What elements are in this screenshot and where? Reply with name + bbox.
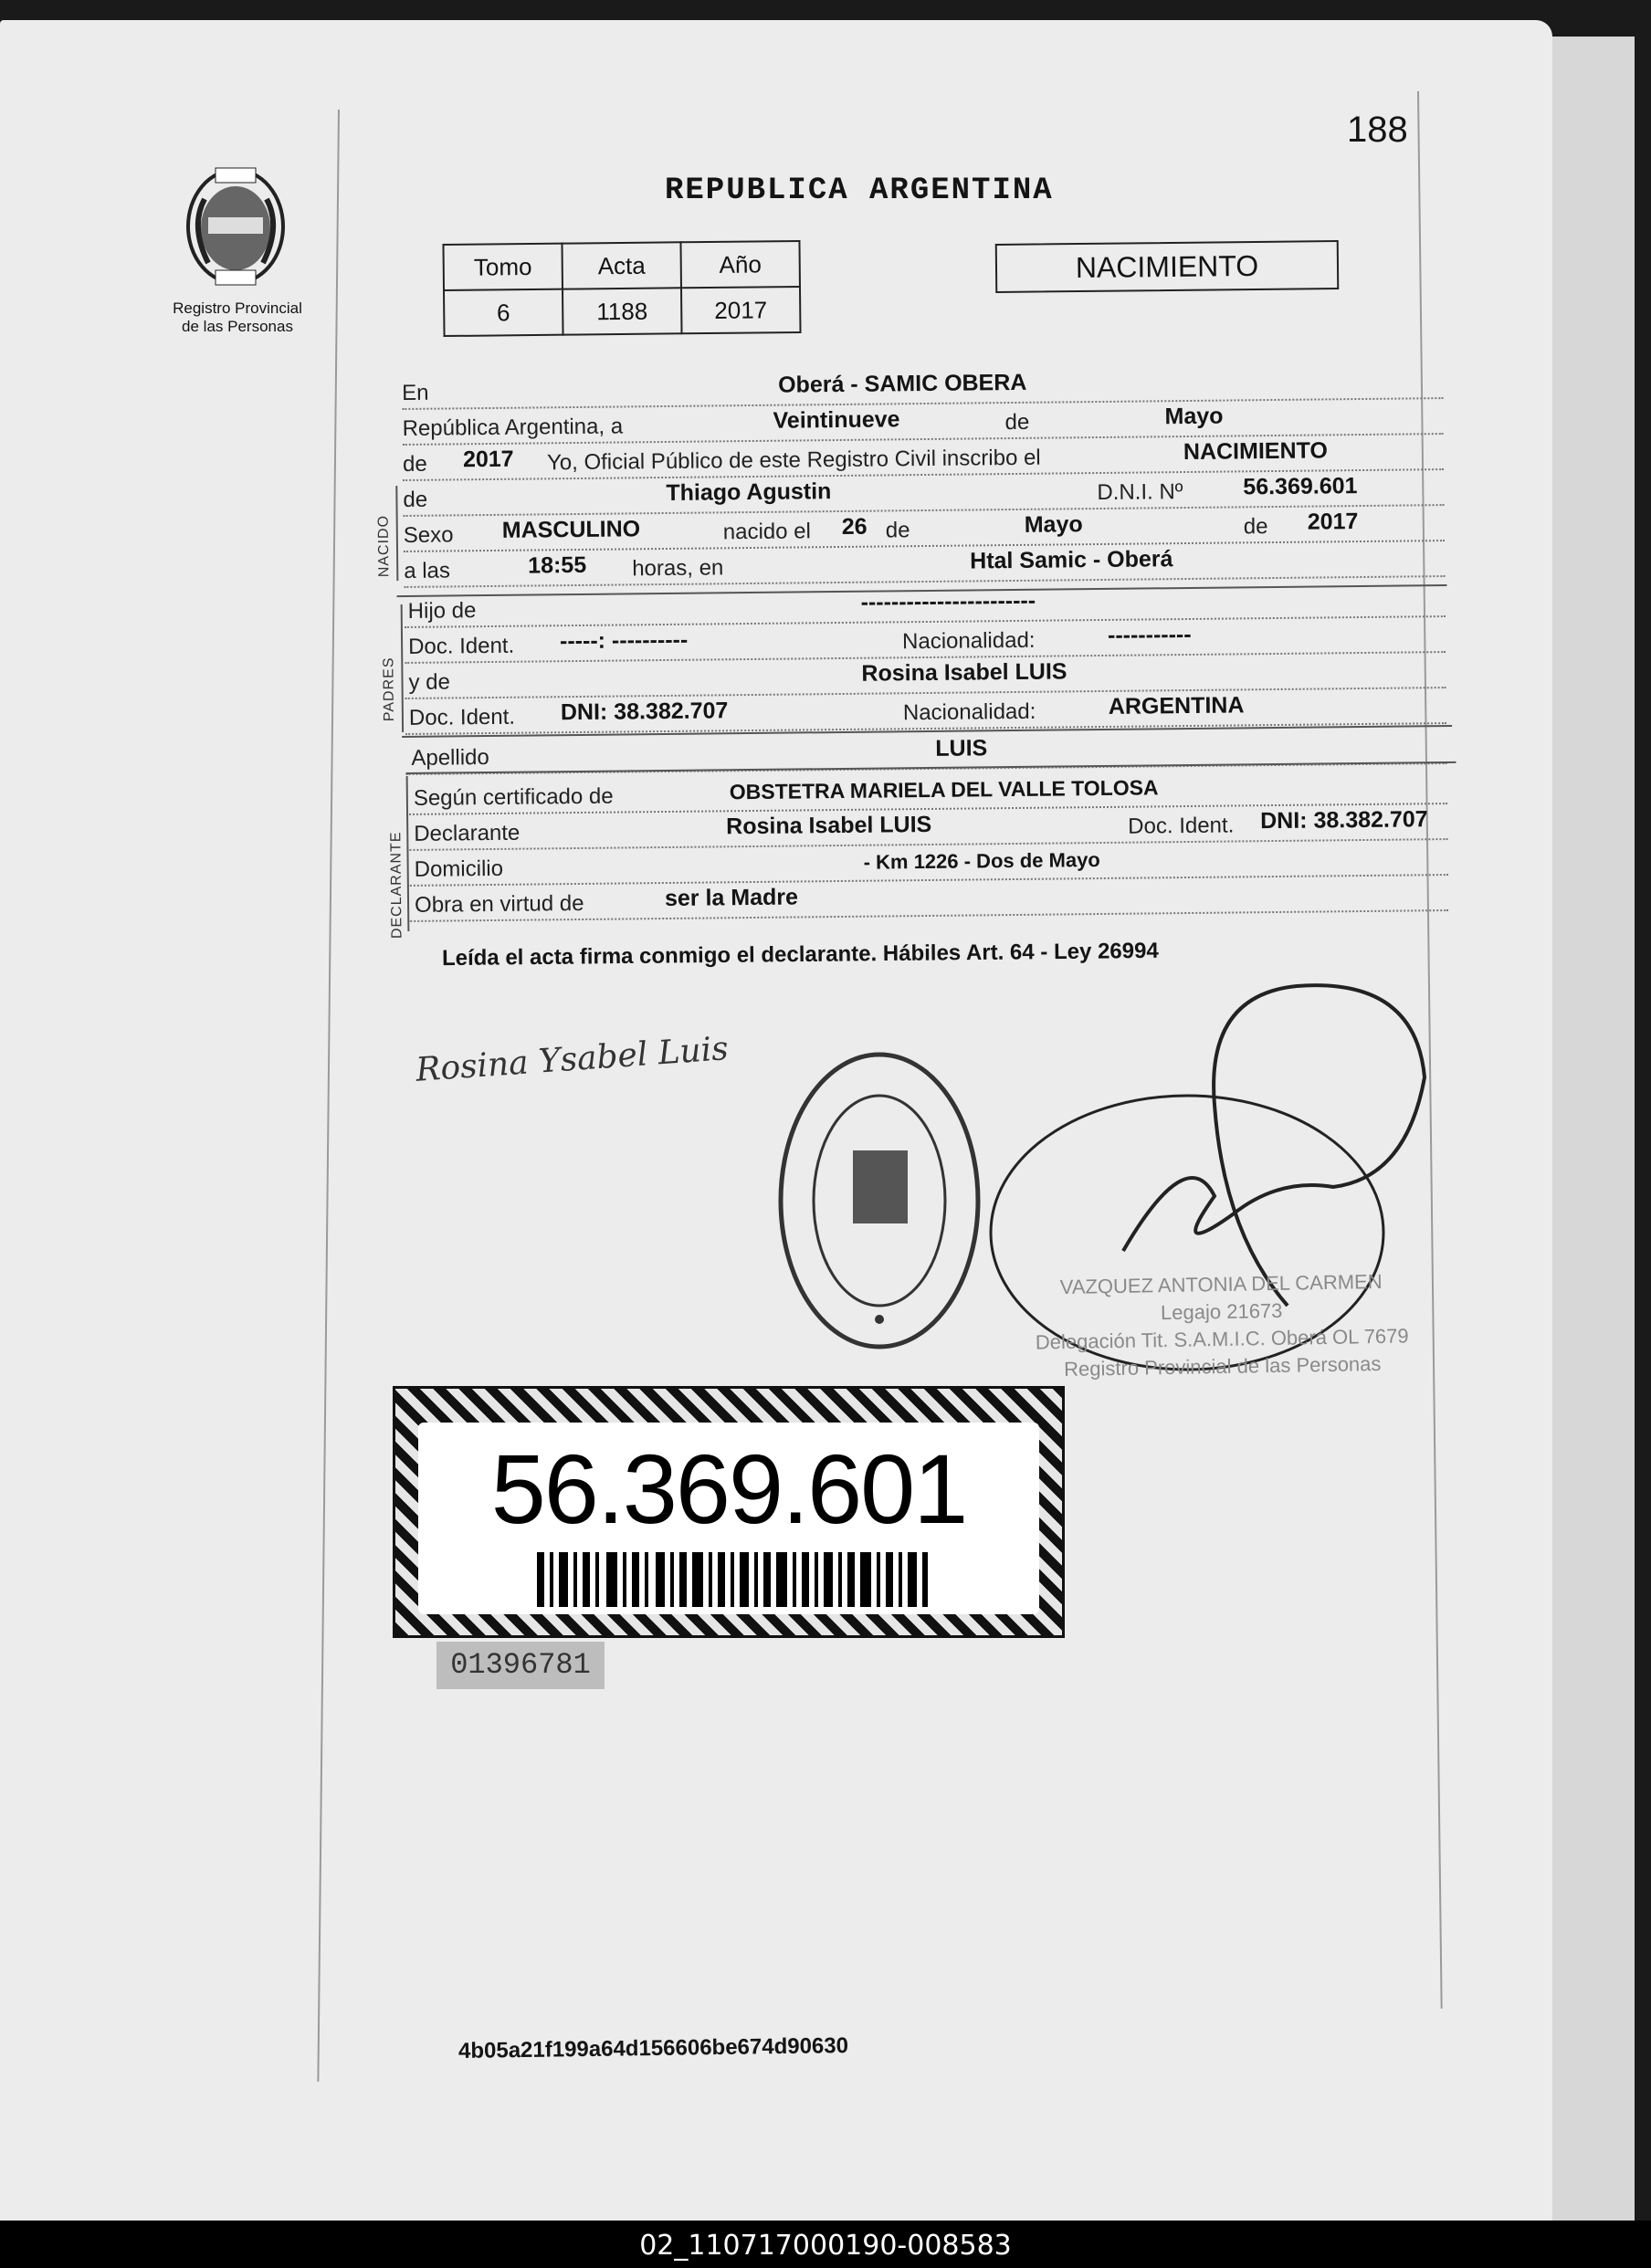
- segun-value: OBSTETRA MARIELA DEL VALLE TOLOSA: [729, 775, 1159, 804]
- barcode-icon: [537, 1552, 930, 1607]
- country-title: REPUBLICA ARGENTINA: [665, 173, 1054, 208]
- dia-value: Veintinueve: [773, 406, 900, 434]
- mes-value: Mayo: [1164, 403, 1224, 430]
- legal-note: Leída el acta firma conmigo el declarante. Hábiles Art. 64 - Ley 26994: [441, 938, 1159, 971]
- officer-file: Legajo 21673: [1160, 1298, 1283, 1325]
- oficial-label: Yo, Oficial Público de este Registro Civil inscribo el: [546, 445, 1041, 476]
- tomo-header: Tomo: [443, 244, 563, 290]
- sexo-label: Sexo: [403, 522, 454, 548]
- de-label: de: [1004, 409, 1030, 436]
- tipo-value: NACIMIENTO: [1183, 437, 1328, 466]
- registry-line-1: Registro Provincial: [173, 299, 302, 317]
- section-nacido-label: NACIDO: [375, 514, 393, 578]
- record-table: [442, 240, 801, 337]
- id-label-panel: [418, 1423, 1039, 1614]
- domicilio-value: - Km 1226 - Dos de Mayo: [863, 848, 1100, 874]
- anio-header: Año: [680, 241, 800, 288]
- domicilio-label: Domicilio: [414, 856, 504, 882]
- officer-stamp: [1029, 1267, 1414, 1383]
- document-hash: 4b05a21f199a64d156606be674d90630: [457, 2033, 849, 2063]
- registry-seal-icon: [774, 1045, 984, 1356]
- doc2-label: Doc. Ident.: [408, 704, 516, 730]
- apellido-label: Apellido: [411, 745, 489, 771]
- registry-line-2: de las Personas: [182, 318, 293, 335]
- hora-value: 18:55: [528, 551, 587, 579]
- de4-label: de: [885, 518, 910, 543]
- acta-header: Acta: [562, 242, 681, 289]
- tomo-value: 6: [444, 289, 563, 336]
- de2-label: de: [402, 451, 427, 477]
- nac1-value: -----------: [1107, 621, 1192, 648]
- nac2-label: Nacionalidad:: [902, 698, 1036, 726]
- footer-strip: [0, 2221, 1651, 2268]
- section-padres-label: PADRES: [381, 656, 397, 722]
- footer-code: 02_110717000190-008583: [639, 2230, 1012, 2262]
- doc3-label: Doc. Ident.: [1128, 813, 1235, 839]
- obra-label: Obra en virtud de: [414, 890, 584, 918]
- dni-value: 56.369.601: [1243, 473, 1358, 500]
- horas-label: horas, en: [632, 555, 724, 582]
- id-label-number: 56.369.601: [490, 1433, 967, 1544]
- page-edge: [1552, 37, 1635, 2221]
- declarant-signature: Rosina Ysabel Luis: [414, 1030, 730, 1089]
- officer-name: VAZQUEZ ANTONIA DEL CARMEN: [1059, 1269, 1383, 1299]
- nombre-value: Thiago Agustin: [666, 478, 832, 506]
- de5-label: de: [1243, 514, 1268, 540]
- record-kind: NACIMIENTO: [995, 240, 1340, 293]
- nac2-value: ARGENTINA: [1108, 692, 1245, 719]
- officer-registry: Registro Provincial de las Personas: [1063, 1351, 1382, 1381]
- doc3-value: DNI: 38.382.707: [1260, 806, 1428, 835]
- lugar-value: Htal Samic - Oberá: [970, 546, 1173, 574]
- declarante-label: Declarante: [414, 820, 521, 846]
- record-form: [375, 363, 1448, 940]
- republica-label: República Argentina, a: [402, 414, 624, 441]
- nac-dia-value: 26: [841, 513, 868, 540]
- anio-value-text: 2017: [462, 446, 514, 473]
- nac1-label: Nacionalidad:: [901, 627, 1036, 655]
- dni-label: D.N.I. Nº: [1097, 479, 1183, 506]
- nacido-label: nacido el: [722, 519, 812, 545]
- doc1-value: -----: ----------: [559, 626, 689, 655]
- id-label: [393, 1386, 1065, 1638]
- anio-value: 2017: [681, 287, 801, 333]
- hijo-value: -----------------------: [860, 587, 1036, 615]
- de3-label: de: [403, 487, 428, 512]
- registry-name: [146, 299, 329, 336]
- officer-office: Delegación Tit. S.A.M.I.C. Oberá OL 7679: [1035, 1324, 1409, 1354]
- a-las-label: a las: [404, 558, 451, 583]
- doc2-value: DNI: 38.382.707: [560, 698, 729, 726]
- nac-anio-value: 2017: [1307, 509, 1359, 535]
- doc1-label: Doc. Ident.: [407, 633, 515, 659]
- madre-value: Rosina Isabel LUIS: [861, 658, 1067, 687]
- province-crest-icon: [172, 163, 300, 290]
- serial-number: 01396781: [436, 1642, 605, 1689]
- hijo-label: Hijo de: [407, 598, 477, 624]
- section-declarante-label: DECLARANTE: [388, 831, 405, 940]
- page-number: 188: [1347, 110, 1408, 150]
- yde-label: y de: [408, 669, 451, 695]
- segun-label: Según certificado de: [413, 783, 614, 811]
- nac-mes-value: Mayo: [1024, 511, 1083, 538]
- acta-value: 1188: [563, 288, 682, 334]
- en-label: En: [402, 380, 429, 405]
- declarante-value: Rosina Isabel LUIS: [726, 811, 932, 840]
- sexo-value: MASCULINO: [501, 516, 641, 543]
- en-value: Oberá - SAMIC OBERA: [777, 369, 1027, 398]
- apellido-value: LUIS: [935, 735, 988, 761]
- obra-value: ser la Madre: [664, 884, 799, 912]
